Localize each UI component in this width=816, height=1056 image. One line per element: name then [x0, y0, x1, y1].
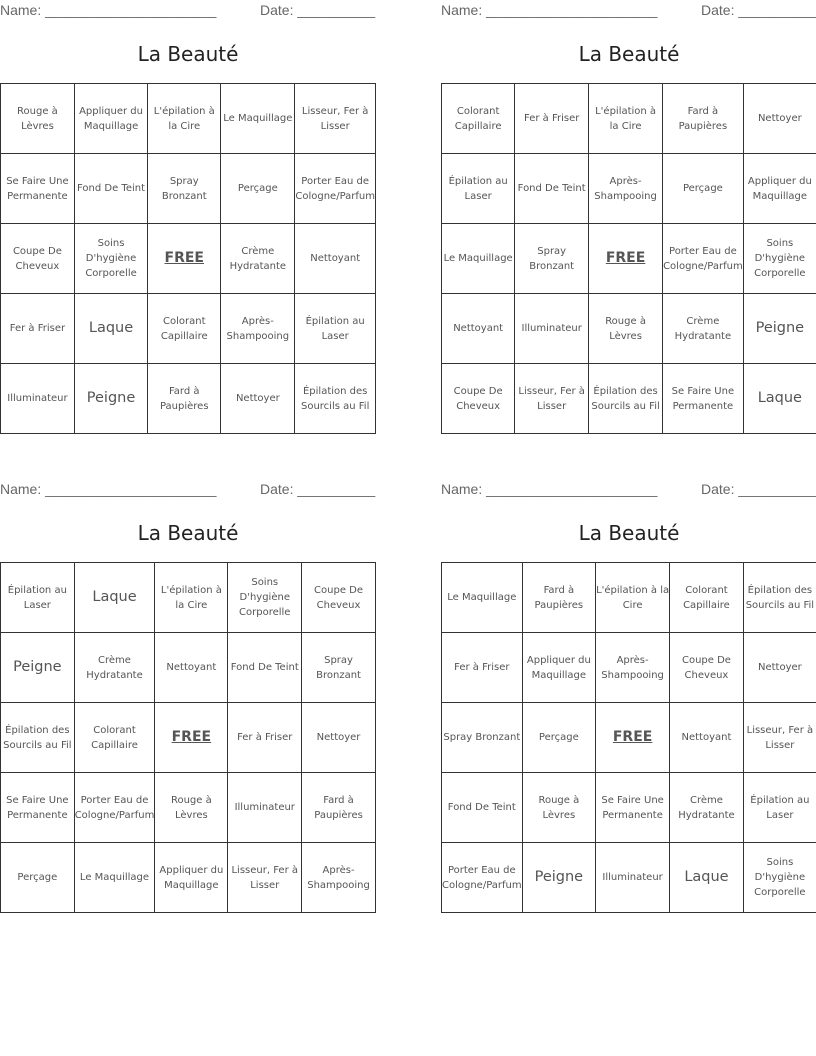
bingo-cell: Le Maquillage: [442, 224, 515, 294]
bingo-cell: Illuminateur: [1, 364, 75, 434]
bingo-cell: Spray Bronzant: [515, 224, 589, 294]
bingo-cell: Appliquer du Maquillage: [155, 843, 228, 913]
bingo-cell: Crème Hydratante: [74, 633, 155, 703]
free-space: FREE: [589, 224, 663, 294]
bingo-cell: Fond De Teint: [515, 154, 589, 224]
bingo-cell: Lisseur, Fer à Lisser: [743, 703, 816, 773]
bingo-cell: Soins D'hygiène Corporelle: [743, 224, 816, 294]
bingo-cell: Fard à Paupières: [148, 364, 221, 434]
bingo-cell: Coupe De Cheveux: [1, 224, 75, 294]
card-title: La Beauté: [137, 521, 239, 545]
bingo-cell: Fer à Friser: [442, 633, 523, 703]
bingo-cell: Épilation au Laser: [442, 154, 515, 224]
name-field: Name: ______________________: [0, 2, 217, 18]
bingo-cell: Fer à Friser: [515, 84, 589, 154]
bingo-cell: Laque: [670, 843, 744, 913]
bingo-cell: Appliquer du Maquillage: [74, 84, 147, 154]
bingo-cell: Lisseur, Fer à Lisser: [515, 364, 589, 434]
name-field: Name: ______________________: [0, 481, 217, 497]
bingo-cell: Illuminateur: [515, 294, 589, 364]
bingo-cell: Colorant Capillaire: [148, 294, 221, 364]
bingo-cell: Coupe De Cheveux: [670, 633, 744, 703]
bingo-cell: Coupe De Cheveux: [442, 364, 515, 434]
bingo-row: [1, 294, 376, 364]
bingo-row: [442, 773, 816, 843]
bingo-row: [442, 84, 816, 154]
bingo-cell: Soins D'hygiène Corporelle: [743, 843, 816, 913]
bingo-cell: Après-Shampooing: [589, 154, 663, 224]
bingo-cell: Le Maquillage: [74, 843, 155, 913]
bingo-cell: Épilation des Sourcils au Fil: [589, 364, 663, 434]
bingo-cell: Porter Eau de Cologne/Parfum: [295, 154, 376, 224]
bingo-row: [442, 843, 816, 913]
bingo-row: [1, 563, 376, 633]
bingo-row: [1, 703, 376, 773]
bingo-cell: Se Faire Une Permanente: [596, 773, 670, 843]
bingo-cell: Se Faire Une Permanente: [663, 364, 744, 434]
bingo-cell: Fard à Paupières: [302, 773, 376, 843]
bingo-cell: Fond De Teint: [442, 773, 523, 843]
name-field: Name: ______________________: [441, 481, 658, 497]
bingo-grid: [0, 562, 376, 913]
bingo-grid: [0, 83, 376, 434]
bingo-cell: Nettoyer: [743, 633, 816, 703]
bingo-cell: Colorant Capillaire: [74, 703, 155, 773]
free-space: FREE: [155, 703, 228, 773]
bingo-cell: Nettoyant: [295, 224, 376, 294]
card-header: [0, 0, 376, 22]
bingo-cell: Épilation des Sourcils au Fil: [1, 703, 75, 773]
bingo-cell: Nettoyer: [743, 84, 816, 154]
bingo-cell: Peigne: [1, 633, 75, 703]
bingo-cell: Après-Shampooing: [302, 843, 376, 913]
bingo-cell: Spray Bronzant: [442, 703, 523, 773]
bingo-cell: Soins D'hygiène Corporelle: [74, 224, 147, 294]
name-field: Name: ______________________: [441, 2, 658, 18]
bingo-cell: Colorant Capillaire: [670, 563, 744, 633]
bingo-row: [1, 843, 376, 913]
bingo-cell: Fard à Paupières: [663, 84, 744, 154]
bingo-cell: Fond De Teint: [74, 154, 147, 224]
bingo-cell: Laque: [74, 563, 155, 633]
bingo-row: [442, 154, 816, 224]
bingo-cell: Perçage: [522, 703, 595, 773]
bingo-cell: Après-Shampooing: [221, 294, 295, 364]
bingo-cell: Le Maquillage: [442, 563, 523, 633]
bingo-cell: Lisseur, Fer à Lisser: [295, 84, 376, 154]
bingo-row: [442, 633, 816, 703]
bingo-cell: Porter Eau de Cologne/Parfum: [442, 843, 523, 913]
bingo-row: [442, 563, 816, 633]
bingo-cell: L'épilation à la Cire: [589, 84, 663, 154]
bingo-cell: Rouge à Lèvres: [1, 84, 75, 154]
bingo-cell: Le Maquillage: [221, 84, 295, 154]
bingo-cell: Spray Bronzant: [302, 633, 376, 703]
date-field: Date: __________: [260, 2, 376, 18]
bingo-cell: Lisseur, Fer à Lisser: [228, 843, 302, 913]
bingo-cell: L'épilation à la Cire: [155, 563, 228, 633]
bingo-cell: Soins D'hygiène Corporelle: [228, 563, 302, 633]
bingo-cell: Illuminateur: [228, 773, 302, 843]
bingo-cell: Porter Eau de Cologne/Parfum: [74, 773, 155, 843]
bingo-cell: Se Faire Une Permanente: [1, 154, 75, 224]
card-title: La Beauté: [578, 521, 680, 545]
bingo-cell: Porter Eau de Cologne/Parfum: [663, 224, 744, 294]
bingo-cell: Épilation au Laser: [1, 563, 75, 633]
bingo-cell: Perçage: [663, 154, 744, 224]
bingo-cell: Appliquer du Maquillage: [743, 154, 816, 224]
bingo-cell: Peigne: [74, 364, 147, 434]
bingo-cell: L'épilation à la Cire: [596, 563, 670, 633]
bingo-row: [1, 364, 376, 434]
date-field: Date: __________: [701, 2, 816, 18]
bingo-cell: Perçage: [221, 154, 295, 224]
card-header: [441, 0, 816, 22]
bingo-cell: Spray Bronzant: [148, 154, 221, 224]
bingo-row: [1, 154, 376, 224]
bingo-cell: Nettoyant: [155, 633, 228, 703]
bingo-cell: Coupe De Cheveux: [302, 563, 376, 633]
bingo-cell: Laque: [74, 294, 147, 364]
bingo-row: [442, 703, 816, 773]
bingo-cell: Rouge à Lèvres: [522, 773, 595, 843]
card-title: La Beauté: [578, 42, 680, 66]
bingo-cell: Nettoyer: [221, 364, 295, 434]
bingo-cell: Fer à Friser: [1, 294, 75, 364]
bingo-cell: Crème Hydratante: [663, 294, 744, 364]
bingo-grid: [441, 83, 816, 434]
bingo-cell: Fer à Friser: [228, 703, 302, 773]
bingo-cell: Colorant Capillaire: [442, 84, 515, 154]
bingo-row: [442, 364, 816, 434]
date-field: Date: __________: [701, 481, 816, 497]
bingo-row: [1, 633, 376, 703]
free-space: FREE: [596, 703, 670, 773]
bingo-cell: Nettoyer: [302, 703, 376, 773]
bingo-row: [1, 84, 376, 154]
bingo-cell: Appliquer du Maquillage: [522, 633, 595, 703]
bingo-grid: [441, 562, 816, 913]
bingo-cell: Peigne: [522, 843, 595, 913]
bingo-cell: Laque: [743, 364, 816, 434]
bingo-cell: Épilation des Sourcils au Fil: [743, 563, 816, 633]
bingo-cell: Fond De Teint: [228, 633, 302, 703]
bingo-cell: Nettoyant: [442, 294, 515, 364]
free-space: FREE: [148, 224, 221, 294]
bingo-row: [442, 224, 816, 294]
bingo-cell: Crème Hydratante: [670, 773, 744, 843]
bingo-cell: Épilation des Sourcils au Fil: [295, 364, 376, 434]
bingo-cell: Se Faire Une Permanente: [1, 773, 75, 843]
bingo-cell: Rouge à Lèvres: [589, 294, 663, 364]
bingo-row: [1, 224, 376, 294]
bingo-cell: Perçage: [1, 843, 75, 913]
bingo-row: [442, 294, 816, 364]
bingo-cell: Après-Shampooing: [596, 633, 670, 703]
bingo-row: [1, 773, 376, 843]
bingo-cell: Crème Hydratante: [221, 224, 295, 294]
bingo-cell: L'épilation à la Cire: [148, 84, 221, 154]
bingo-cell: Nettoyant: [670, 703, 744, 773]
bingo-cell: Illuminateur: [596, 843, 670, 913]
bingo-cell: Épilation au Laser: [295, 294, 376, 364]
card-header: [441, 479, 816, 501]
card-header: [0, 479, 376, 501]
card-title: La Beauté: [137, 42, 239, 66]
bingo-cell: Rouge à Lèvres: [155, 773, 228, 843]
bingo-cell: Fard à Paupières: [522, 563, 595, 633]
bingo-cell: Épilation au Laser: [743, 773, 816, 843]
bingo-cell: Peigne: [743, 294, 816, 364]
date-field: Date: __________: [260, 481, 376, 497]
